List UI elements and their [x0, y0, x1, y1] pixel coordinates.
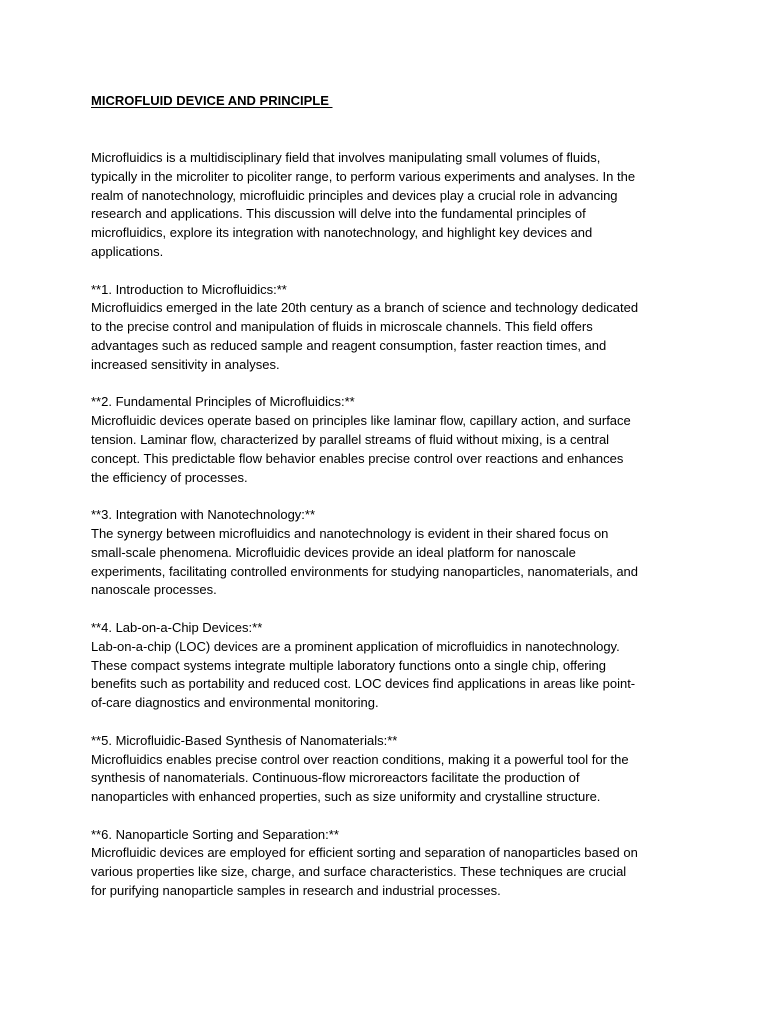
section-fundamental-principles — [91, 393, 691, 487]
paragraph-gap — [91, 807, 691, 826]
intro-line: research and applications. This discussion will delve into the fundamental principles of — [91, 206, 586, 222]
section-sorting-separation — [91, 826, 691, 901]
paragraph-gap — [91, 600, 691, 619]
section-synthesis — [91, 732, 691, 807]
section-line: Lab-on-a-chip (LOC) devices are a prominent application of microfluidics in nanotechnology. — [91, 638, 620, 654]
section-line: The synergy between microfluidics and nanotechnology is evident in their shared focus on — [91, 525, 609, 541]
document-title: MICROFLUID DEVICE AND PRINCIPLE — [91, 93, 333, 108]
section-introduction — [91, 281, 691, 375]
section-line: to the precise control and manipulation of fluids in microscale channels. This field offers — [91, 319, 593, 335]
section-heading: **6. Nanoparticle Sorting and Separation:** — [91, 826, 339, 842]
section-line: various properties like size, charge, and surface characteristics. These techniques are crucial — [91, 864, 627, 880]
section-line: Microfluidics emerged in the late 20th century as a branch of science and technology dedicated — [91, 300, 639, 316]
document-body — [91, 149, 691, 901]
section-line: for purifying nanoparticle samples in research and industrial processes. — [91, 883, 501, 899]
section-line: concept. This predictable flow behavior enables precise control over reactions and enhances — [91, 450, 624, 466]
section-line: synthesis of nanomaterials. Continuous-flow microreactors facilitate the production of — [91, 770, 580, 786]
section-heading: **1. Introduction to Microfluidics:** — [91, 281, 287, 297]
section-line: benefits such as portability and reduced cost. LOC devices find applications in areas like point- — [91, 676, 636, 692]
paragraph-gap — [91, 262, 691, 281]
intro-paragraph — [91, 149, 691, 262]
section-line: of-care diagnostics and environmental monitoring. — [91, 695, 379, 711]
section-heading: **3. Integration with Nanotechnology:** — [91, 507, 316, 523]
section-line: nanoscale processes. — [91, 582, 217, 598]
intro-line: typically in the microliter to picoliter range, to perform various experiments and analyses. In the — [91, 168, 636, 184]
section-heading: **2. Fundamental Principles of Microfluidics:** — [91, 394, 355, 410]
section-line: small-scale phenomena. Microfluidic devices provide an ideal platform for nanoscale — [91, 544, 576, 560]
paragraph-gap — [91, 713, 691, 732]
paragraph-gap — [91, 487, 691, 506]
intro-line: realm of nanotechnology, microfluidic principles and devices play a crucial role in advancing — [91, 187, 618, 203]
section-heading: **5. Microfluidic-Based Synthesis of Nanomaterials:** — [91, 732, 398, 748]
intro-line: applications. — [91, 243, 164, 259]
section-line: experiments, facilitating controlled environments for studying nanoparticles, nanomaterials, and — [91, 563, 639, 579]
section-line: Microfluidic devices are employed for efficient sorting and separation of nanoparticles based on — [91, 845, 638, 861]
intro-line: Microfluidics is a multidisciplinary field that involves manipulating small volumes of fluids, — [91, 150, 601, 165]
section-lab-on-a-chip — [91, 619, 691, 713]
paragraph-gap — [91, 375, 691, 394]
section-line: These compact systems integrate multiple laboratory functions onto a single chip, offering — [91, 657, 606, 673]
section-integration — [91, 506, 691, 600]
section-line: increased sensitivity in analyses. — [91, 356, 280, 372]
section-line: Microfluidics enables precise control over reaction conditions, making it a powerful tool for the — [91, 751, 629, 767]
section-line: tension. Laminar flow, characterized by parallel streams of fluid without mixing, is a central — [91, 431, 610, 447]
section-line: advantages such as reduced sample and reagent consumption, faster reaction times, and — [91, 337, 607, 353]
section-heading: **4. Lab-on-a-Chip Devices:** — [91, 619, 263, 635]
section-line: the efficiency of processes. — [91, 469, 248, 485]
intro-line: microfluidics, explore its integration with nanotechnology, and highlight key devices and — [91, 225, 593, 241]
section-line: nanoparticles with enhanced properties, such as size uniformity and crystalline structure. — [91, 789, 601, 805]
section-line: Microfluidic devices operate based on principles like laminar flow, capillary action, and surface — [91, 413, 631, 429]
